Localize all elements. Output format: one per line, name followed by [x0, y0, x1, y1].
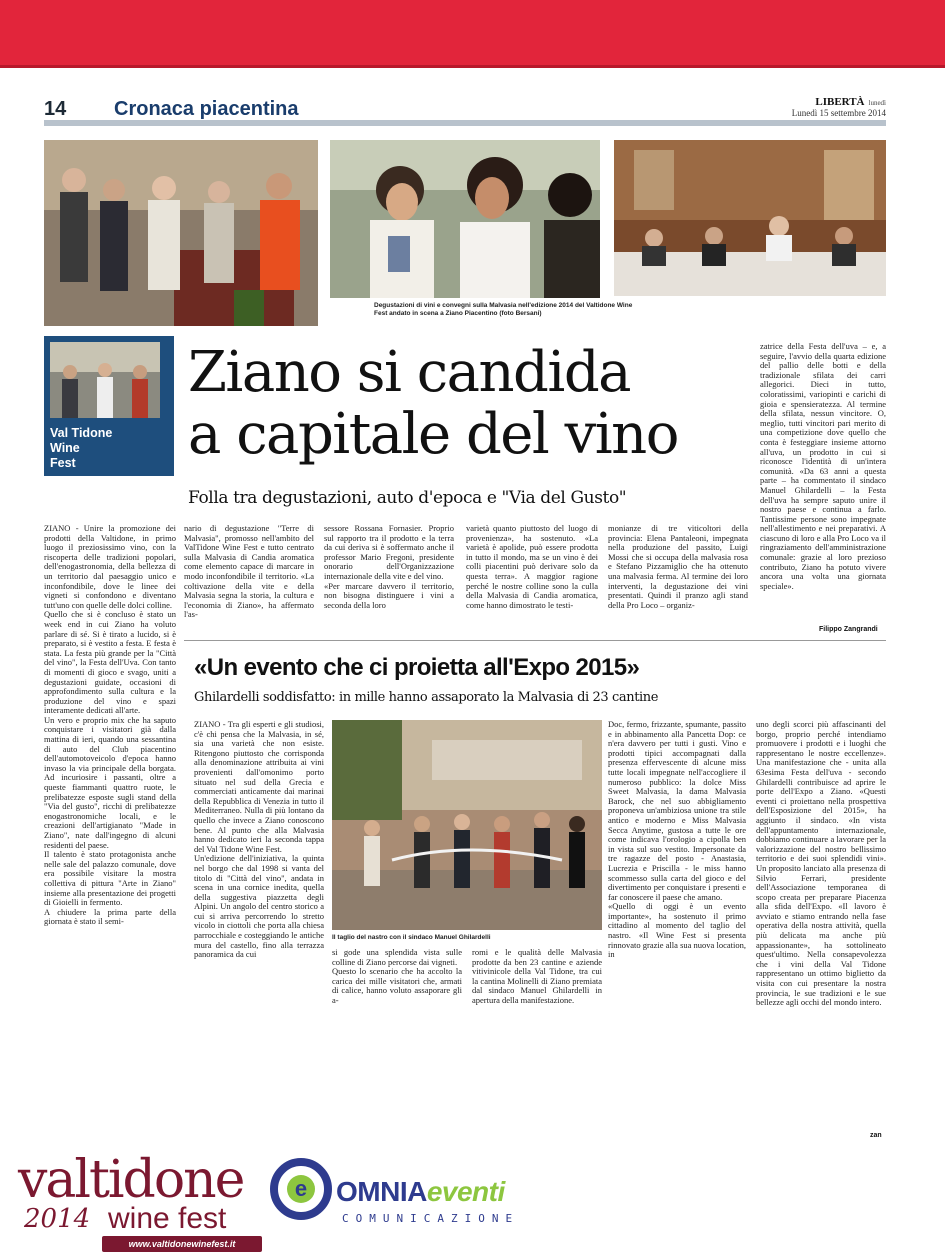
wine-fest-wordmark: wine fest: [108, 1202, 227, 1235]
val-tidone-badge: [44, 336, 174, 476]
badge-label: Val Tidone Wine Fest: [50, 426, 113, 470]
second-column-2: si gode una splendida vista sulle colline di Ziano percorse dai vigneti. Questo lo scenario che ha accolto la carica dei mille visitatori che, armati di calice, hanno voluto assaporare gli a-: [332, 947, 462, 1005]
second-subhead: Ghilardelli soddisfatto: in mille hanno assaporato la Malvasia di 23 cantine: [194, 690, 659, 705]
badge-photo: [50, 342, 160, 418]
valtidone-year: 2014: [24, 1204, 91, 1234]
masthead-sub: lunedì: [868, 99, 886, 107]
omnia-eventi-logo: [270, 1158, 570, 1238]
top-photo-caption: Degustazioni di vini e convegni sulla Malvasia nell'edizione 2014 del Valtidone Wine Fest andato in scena a Ziano Piacentino (foto Bersani): [374, 302, 633, 317]
omnia-wordmark: [336, 1176, 505, 1208]
omnia-tagline: COMUNICAZIONE: [342, 1212, 520, 1225]
footer-logos: [0, 1140, 945, 1260]
article-column-1: ZIANO - Unire la promozione dei prodotti della Valtidone, in primo luogo il preziosissimo vino, con la riscoperta delle tradizioni popolari, dell'enogastronomia, della bellezza di un territorio dal paesaggio unico e inconfondibile, dove le linee dei vigneti si confondono e diventano tutt'uno con quelle delle dolci colline. Quello che si è concluso è stato un week end in cui Ziano ha voluto parlare di sé. Si è tirato a lucido, si è preparato, si è vestito a festa. E festa è stata. La festa più grande per la "Città del vino", la Festa dell'Uva. Con tanto di momenti di gioco e svago, uniti a degustazioni guidate, occasioni di approfondimento sulla cultura e la produzione del vino e spazi interamente dedicati all'arte. Un vero e proprio mix che ha saputo conquistare i visitatori già dalla mattina di ieri, quando una sessantina di auto del Club piacentino dell'automotoveicolo d'epoca hanno invaso la via principale della borgata. Ad incuriosire i passanti, oltre a queste fiammanti quattro ruote, le prelibatezze esposte sugli stand della "Via del gusto", ricchi di prelibatezze enogastronomiche locali, e le creazioni dell'artigianato "Made in Ziano", nate dall'ingegno di alcuni residenti del paese. Il talento è stato protagonista anche nelle sale del palazzo comunale, dove era possibile visitare la mostra collettiva di pittura "Arte in Ziano" insieme alla presentazione dei progetti di Gioielli in fermento. A chiudere la prima parte della giornata è stato il semi-: [44, 523, 176, 927]
article-byline: Filippo Zangrandi: [819, 626, 878, 633]
article-subhead: Folla tra degustazioni, auto d'epoca e "Via del Gusto": [188, 488, 627, 508]
masthead: [792, 96, 886, 118]
article-column-2: nario di degustazione "Terre di Malvasia", promosso nell'ambito del ValTidone Wine Fest e tutto centrato sulla Malvasia di Candia aromatica come elemento capace di marcare in modo inconfondibile il territorio. «La coltivazione della vite e della Malvasia segna la storia, la cultura e l'economia di Ziano», ha affermato l'as-: [184, 523, 314, 620]
valtidone-wine-fest-logo: [18, 1150, 258, 1260]
top-color-band: [0, 0, 945, 68]
photo-tasting-crowd: [44, 140, 318, 326]
article-column-5: monianze di tre viticoltori della provincia: Elena Pantaleoni, impegnata nella produzione del passito, Luigi Mossi che si occupa della malvasia rosa e Stefano Pizzamiglio che ha ottenuto una malvasia ferma. Al termine dei loro interventi, la degustazione dei vini presentati. Quindi il pranzo agli stand della Pro Loco – organiz-: [608, 523, 748, 610]
omnia-ring-icon: [270, 1158, 332, 1220]
masthead-brand: LIBERTÀ: [815, 96, 865, 108]
ribbon-photo-caption: Il taglio del nastro con il sindaco Manuel Ghilardelli: [332, 934, 491, 941]
photo-degustazione: [330, 140, 600, 298]
valtidone-url: www.valtidonewinefest.it: [102, 1236, 262, 1252]
omnia-word-b: eventi: [426, 1176, 505, 1207]
article-column-6: zatrice della Festa dell'uva – e, a seguire, l'avvio della quarta edizione del pallio delle botti e della tradizionale sfilata dei carri allegorici. Dieci in tutto, coloratissimi, variopinti e carichi di gioia e spensieratezza. Al termine della sfilata, nessun vincitore. O, meglio, tutti vincitori pari merito di una competizione dove quello che conta è festeggiare insieme attorno all'uva, un prodotto in cui si riconosce l'identità di un'intera comunità. «Da 63 anni a questa parte – ha commentato il sindaco Manuel Ghilardelli – la Festa dell'uva ha sempre saputo unire il nostro paese e continua a farlo. Tantissime persone sono impegnate nell'allestimento e nei preparativi. A ciascuno di loro e alla Pro Loco va il ringraziamento dell'amministrazione comunale: grazie al loro prezioso contributo, Ziano ha potuto vivere ancora una volta una giornata speciale».: [760, 341, 886, 591]
issue-date: Lunedì 15 settembre 2014: [791, 108, 886, 118]
photo-ribbon-cutting: [332, 720, 602, 930]
article-column-4: varietà quanto piuttosto del luogo di provenienza», ha sostenuto. «La varietà è apolide, può essere prodotta in tutto il mondo, ma se un vino è dei colli piacentini può derivare solo da questa terra». A maggior ragione perché le nostre colline sono la culla della Malvasia di Candia aromatica, come hanno dimostrato le testi-: [466, 523, 598, 610]
newspaper-page: [44, 96, 886, 1139]
second-column-1: ZIANO - Tra gli esperti e gli studiosi, c'è chi pensa che la Malvasia, in sé, sia una varietà che non esiste. Ritengono piuttosto che corrisponda alla denominazione attribuita ai vini provenienti dall'omonimo porto situato nel sud della Grecia e commerciati anticamente dai marinai della Repubblica di Venezia in tutto il Mediterraneo. Nulla di più lontano da quello che invece a Ziano conoscono bene. Al punto che alla Malvasia hanno dedicato ieri la seconda tappa del Val Tidone Wine Fest. Un'edizione dell'iniziativa, la quinta nel borgo che dal 1998 si vanta del titolo di "Città del vino", andata in scena in una cornice inedita, quella della suggestiva piazzetta degli Alpini. Un angolo del centro storico a cui si arriva percorrendo lo stretto vicolo in ciottoli che porta alla chiesa parrocchiale e costeggiando le antiche mura del castello, fino alla terrazza panoramica da cui: [194, 719, 324, 960]
section-divider: [184, 640, 886, 641]
page-number: 14: [44, 98, 67, 120]
second-column-4: Doc, fermo, frizzante, spumante, passito e in abbinamento alla Pancetta Dop: ce n'era davvero per tutti i gusti. Vino e prodotti tipici accompagnati dalla presenza effervescente di alcune miss tutte locali impegnate nell'accogliere il numeroso pubblico: la dolce Miss Sweet Malvasia, la dama Malvasia Barock, che nel suo abbigliamento proponeva un'ambiziosa unione tra stile antico e moderno e Miss Malvasia Secca Anytime, gustosa a tutte le ore come indicava l'orologio a cipolla ben in vista sul suo vestito. Impersonate da tre ragazze del posto - Anastasia, Lucrezia e Priscilla - le miss hanno scommesso sulla carta del gioco e del divertimento per conquistare i presenti e far conoscere il paese che amano. «Quello di oggi è un evento importante», ha sostenuto il primo cittadino al momento del taglio del nastro. «Il Wine Fest si presenta rinnovato grazie alla sua nuova location, in: [608, 719, 746, 960]
omnia-word-a: OMNIA: [336, 1176, 427, 1207]
photo-convegno: [614, 140, 886, 296]
section-title: Cronaca piacentina: [114, 98, 299, 120]
valtidone-wordmark: valtidone: [18, 1150, 244, 1210]
second-column-3: romi e le qualità delle Malvasia prodotte da ben 23 cantine e aziende vitivinicole della Val Tidone, tra cui la cantina Molinelli di Ziano premiata dal sindaco Manuel Ghilardelli in apertura della manifestazione.: [472, 947, 602, 1005]
second-byline: zan: [870, 1132, 882, 1139]
second-column-5: uno degli scorci più affascinanti del borgo, proprio perché intendiamo promuovere i prodotti e i luoghi che rappresentano le nostre eccellenze». Una manifestazione che - unita alla 63esima Festa dell'uva - secondo Ghilardelli contribuisce ad aprire le porte dell'Expo a Ziano. «Questi eventi ci proiettano nella prospettiva dell'Esposizione del 2015», ha aggiunto il sindaco. «In vista dell'appuntamento internazionale, dobbiamo continuare a lavorare per la valorizzazione del nostro bellissimo territorio e dei suoi splendidi vini». Un proposito lanciato alla presenza di Silvio Ferrari, presidente dell'Associazione temporanea di scopo creata per preparare Piacenza alla sfida dell'Expo. «Il lavoro è avviato e stiamo entrando nella fase operativa della nostra attività, quella più delicata ma anche più appassionante», ha sottolineato quest'ultimo. Nella consapevolezza che i vini della Val Tidone rappresentano un ottimo biglietto da visita con cui presentare la nostra provincia, le sue tradizioni e le sue bellezze agli occhi del mondo intero.: [756, 719, 886, 1008]
omnia-e-icon: e: [287, 1175, 315, 1203]
article-headline: Ziano si candida a capitale del vino: [188, 340, 678, 467]
article-column-3: sessore Rossana Fornasier. Proprio sul rapporto tra il prodotto e la terra da cui deriva si è soffermato anche il professor Mario Fregoni, presidente onorario dell'Organizzazione internazionale della vite e del vino. «Per marcare davvero il territorio, non bisogna distinguere i vini a seconda della loro: [324, 523, 454, 610]
page-header: [44, 96, 886, 126]
second-headline: «Un evento che ci proietta all'Expo 2015»: [194, 654, 640, 681]
